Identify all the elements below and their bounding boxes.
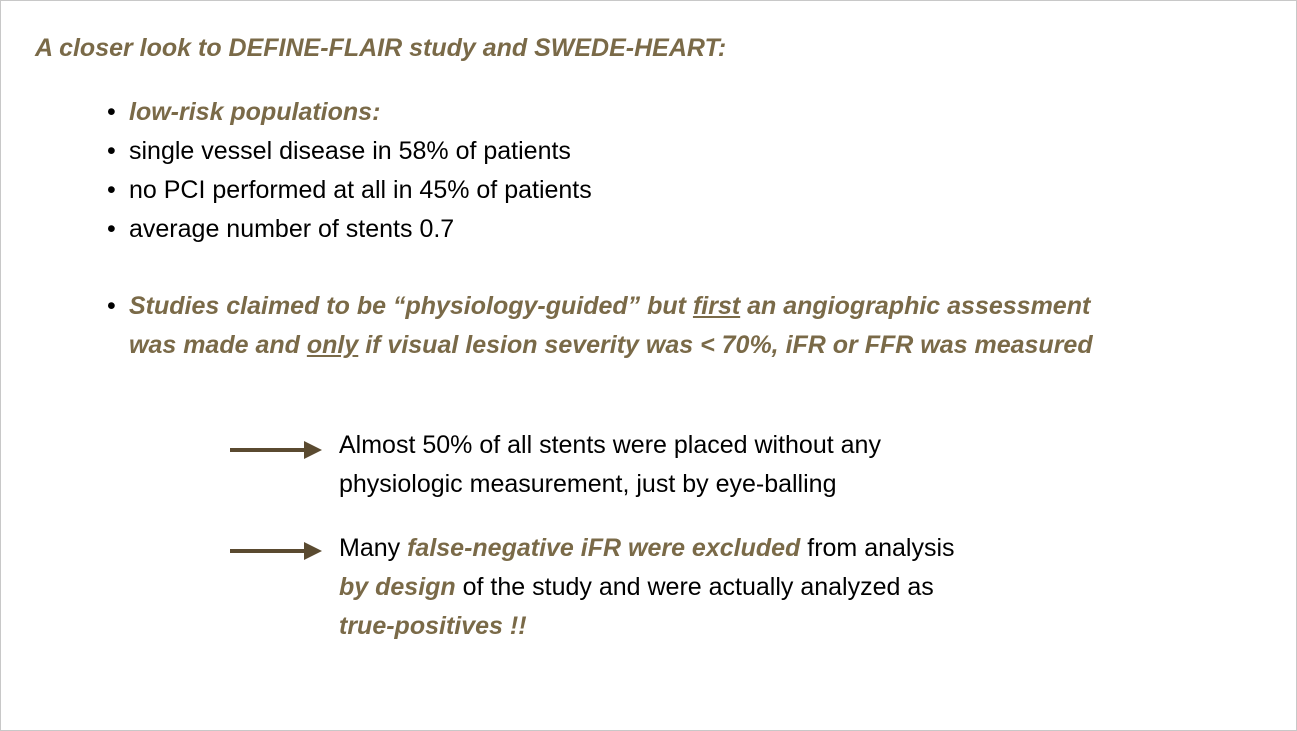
right-arrow-icon [230,440,322,460]
note-line: by design of the study and were actually analyzed as [339,573,934,601]
bullet-text: low-risk populations: [129,98,381,126]
bullet-dot: • [107,98,116,126]
bullet-text: single vessel disease in 58% of patients [129,137,571,165]
bullet-single-vessel [107,132,592,171]
note-line: true-positives !! [339,612,527,640]
bullet-text: average number of stents 0.7 [129,215,455,243]
right-arrow-icon [230,541,322,561]
claim-line-1: Studies claimed to be “physiology-guided” but first an angiographic assessment [129,292,1091,320]
underlined-first: first [692,292,741,320]
note-line: Many false-negative iFR were excluded from analysis [339,534,955,562]
claim-line-2: was made and only if visual lesion severity was < 70%, iFR or FFR was measured [129,331,1093,359]
note-false-negative [339,529,955,646]
bullet-text: no PCI performed at all in 45% of patients [129,176,592,204]
bullet-low-risk [107,93,592,132]
note-line: Almost 50% of all stents were placed without any [339,431,881,459]
bullet-physiology-claim [107,287,1093,365]
underlined-only: only [306,331,359,359]
note-stents-eyeballing [339,426,881,504]
bullet-no-pci [107,171,592,210]
bullet-dot: • [107,215,116,243]
slide-title: A closer look to DEFINE-FLAIR study and SWEDE-HEART: [35,34,727,62]
note-line: physiologic measurement, just by eye-balling [339,470,837,498]
bullet-avg-stents [107,210,592,249]
bullet-list [107,93,592,249]
bullet-dot: • [107,176,116,204]
bullet-dot: • [107,137,116,165]
bullet-dot: • [107,292,116,320]
